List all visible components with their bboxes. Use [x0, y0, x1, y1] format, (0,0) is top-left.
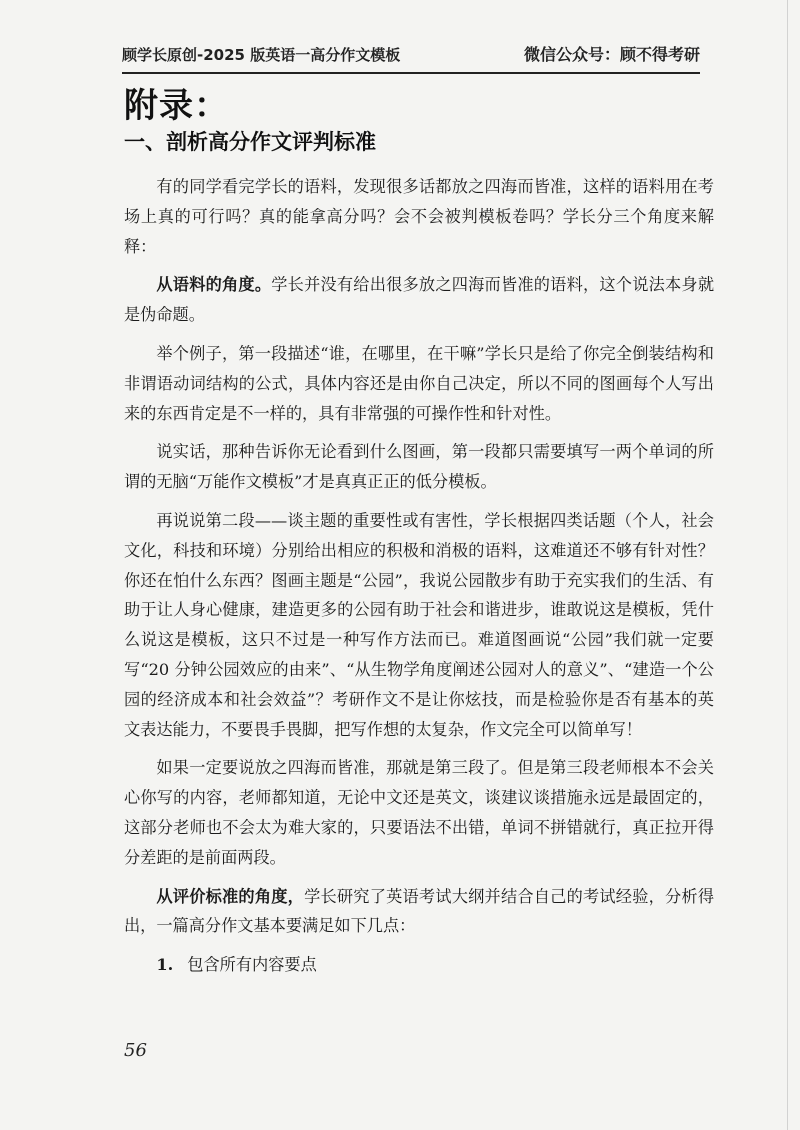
list-item-number: 1.: [156, 955, 174, 975]
paragraph-example: 举个例子，第一段描述“谁，在哪里，在干嘛”学长只是给了你完全倒装结构和非谓语动词结构的公式，具体内容还是由你自己决定，所以不同的图画每个人写出来的东西肯定是不一样的，具有非常强的可操作性和针对性。: [124, 343, 714, 423]
paragraph-intro: 有的同学看完学长的语料，发现很多话都放之四海而皆准，这样的语料用在考场上真的可行吗？真的能拿高分吗？会不会被判模板卷吗？学长分三个角度来解释：: [124, 177, 714, 256]
appendix-heading: 附录：: [124, 86, 229, 126]
page-number: 56: [124, 1040, 147, 1061]
body-text: [124, 172, 714, 989]
paragraph-criteria-text: 学长研究了英语考试大纲并结合自己的考试经验，分析得出，一篇高分作文基本要满足如下几点：: [124, 886, 715, 936]
paragraph-corpus-angle: [124, 270, 714, 330]
paragraph-honest: 说实话，那种告诉你无论看到什么图画，第一段都只需要填写一两个单词的所谓的无脑“万能作文模板”才是真真正正的低分模板。: [124, 442, 714, 492]
paragraph-criteria-angle: [124, 882, 714, 942]
paragraph-lead-corpus: 从语料的角度。: [156, 275, 272, 295]
list-item-text: 包含所有内容要点: [187, 955, 317, 975]
header-document-title: 顾学长原创-2025 版英语一高分作文模板: [122, 46, 401, 64]
paragraph-second-section: 再说说第二段——谈主题的重要性或有害性，学长根据四类话题（个人，社会文化，科技和环境）分别给出相应的积极和消极的语料，这难道还不够有针对性？你还在怕什么东西？图画主题是“公园”，我说公园散步有助于充实我们的生活、有助于让人身心健康，建造更多的公园有助于社会和谐进步，谁敢说这是模板，凭什么说这是模板，这只不过是一种写作方法而已。难道图画说“公园”我们就一定要写“20 分钟公园效应的由来”、“从生物学角度阐述公园对人的意义”、“建造一个公园的经济成本和社会效益”？考研作文不是让你炫技，而是检验你是否有基本的英文表达能力，不要畏手畏脚，把写作想的太复杂，作文完全可以简单写！: [124, 510, 714, 739]
section-heading: 一、剖析高分作文评判标准: [124, 130, 376, 154]
paragraph-third-section: 如果一定要说放之四海而皆准，那就是第三段了。但是第三段老师根本不会关心你写的内容，老师都知道，无论中文还是英文，谈建议谈措施永远是最固定的，这部分老师也不会太为难大家的，只要语法不出错，单词不拼错就行，真正拉开得分差距的是前面两段。: [124, 758, 714, 867]
paragraph-corpus-text: 学长并没有给出很多放之四海而皆准的语料，这个说法本身就是伪命题。: [124, 275, 715, 325]
paragraph-lead-criteria: 从评价标准的角度，: [156, 886, 305, 906]
page-header: [122, 36, 700, 74]
scan-edge-line: [787, 0, 788, 1130]
list-item: [124, 950, 714, 980]
header-wechat-account: 微信公众号：顾不得考研: [523, 45, 700, 64]
